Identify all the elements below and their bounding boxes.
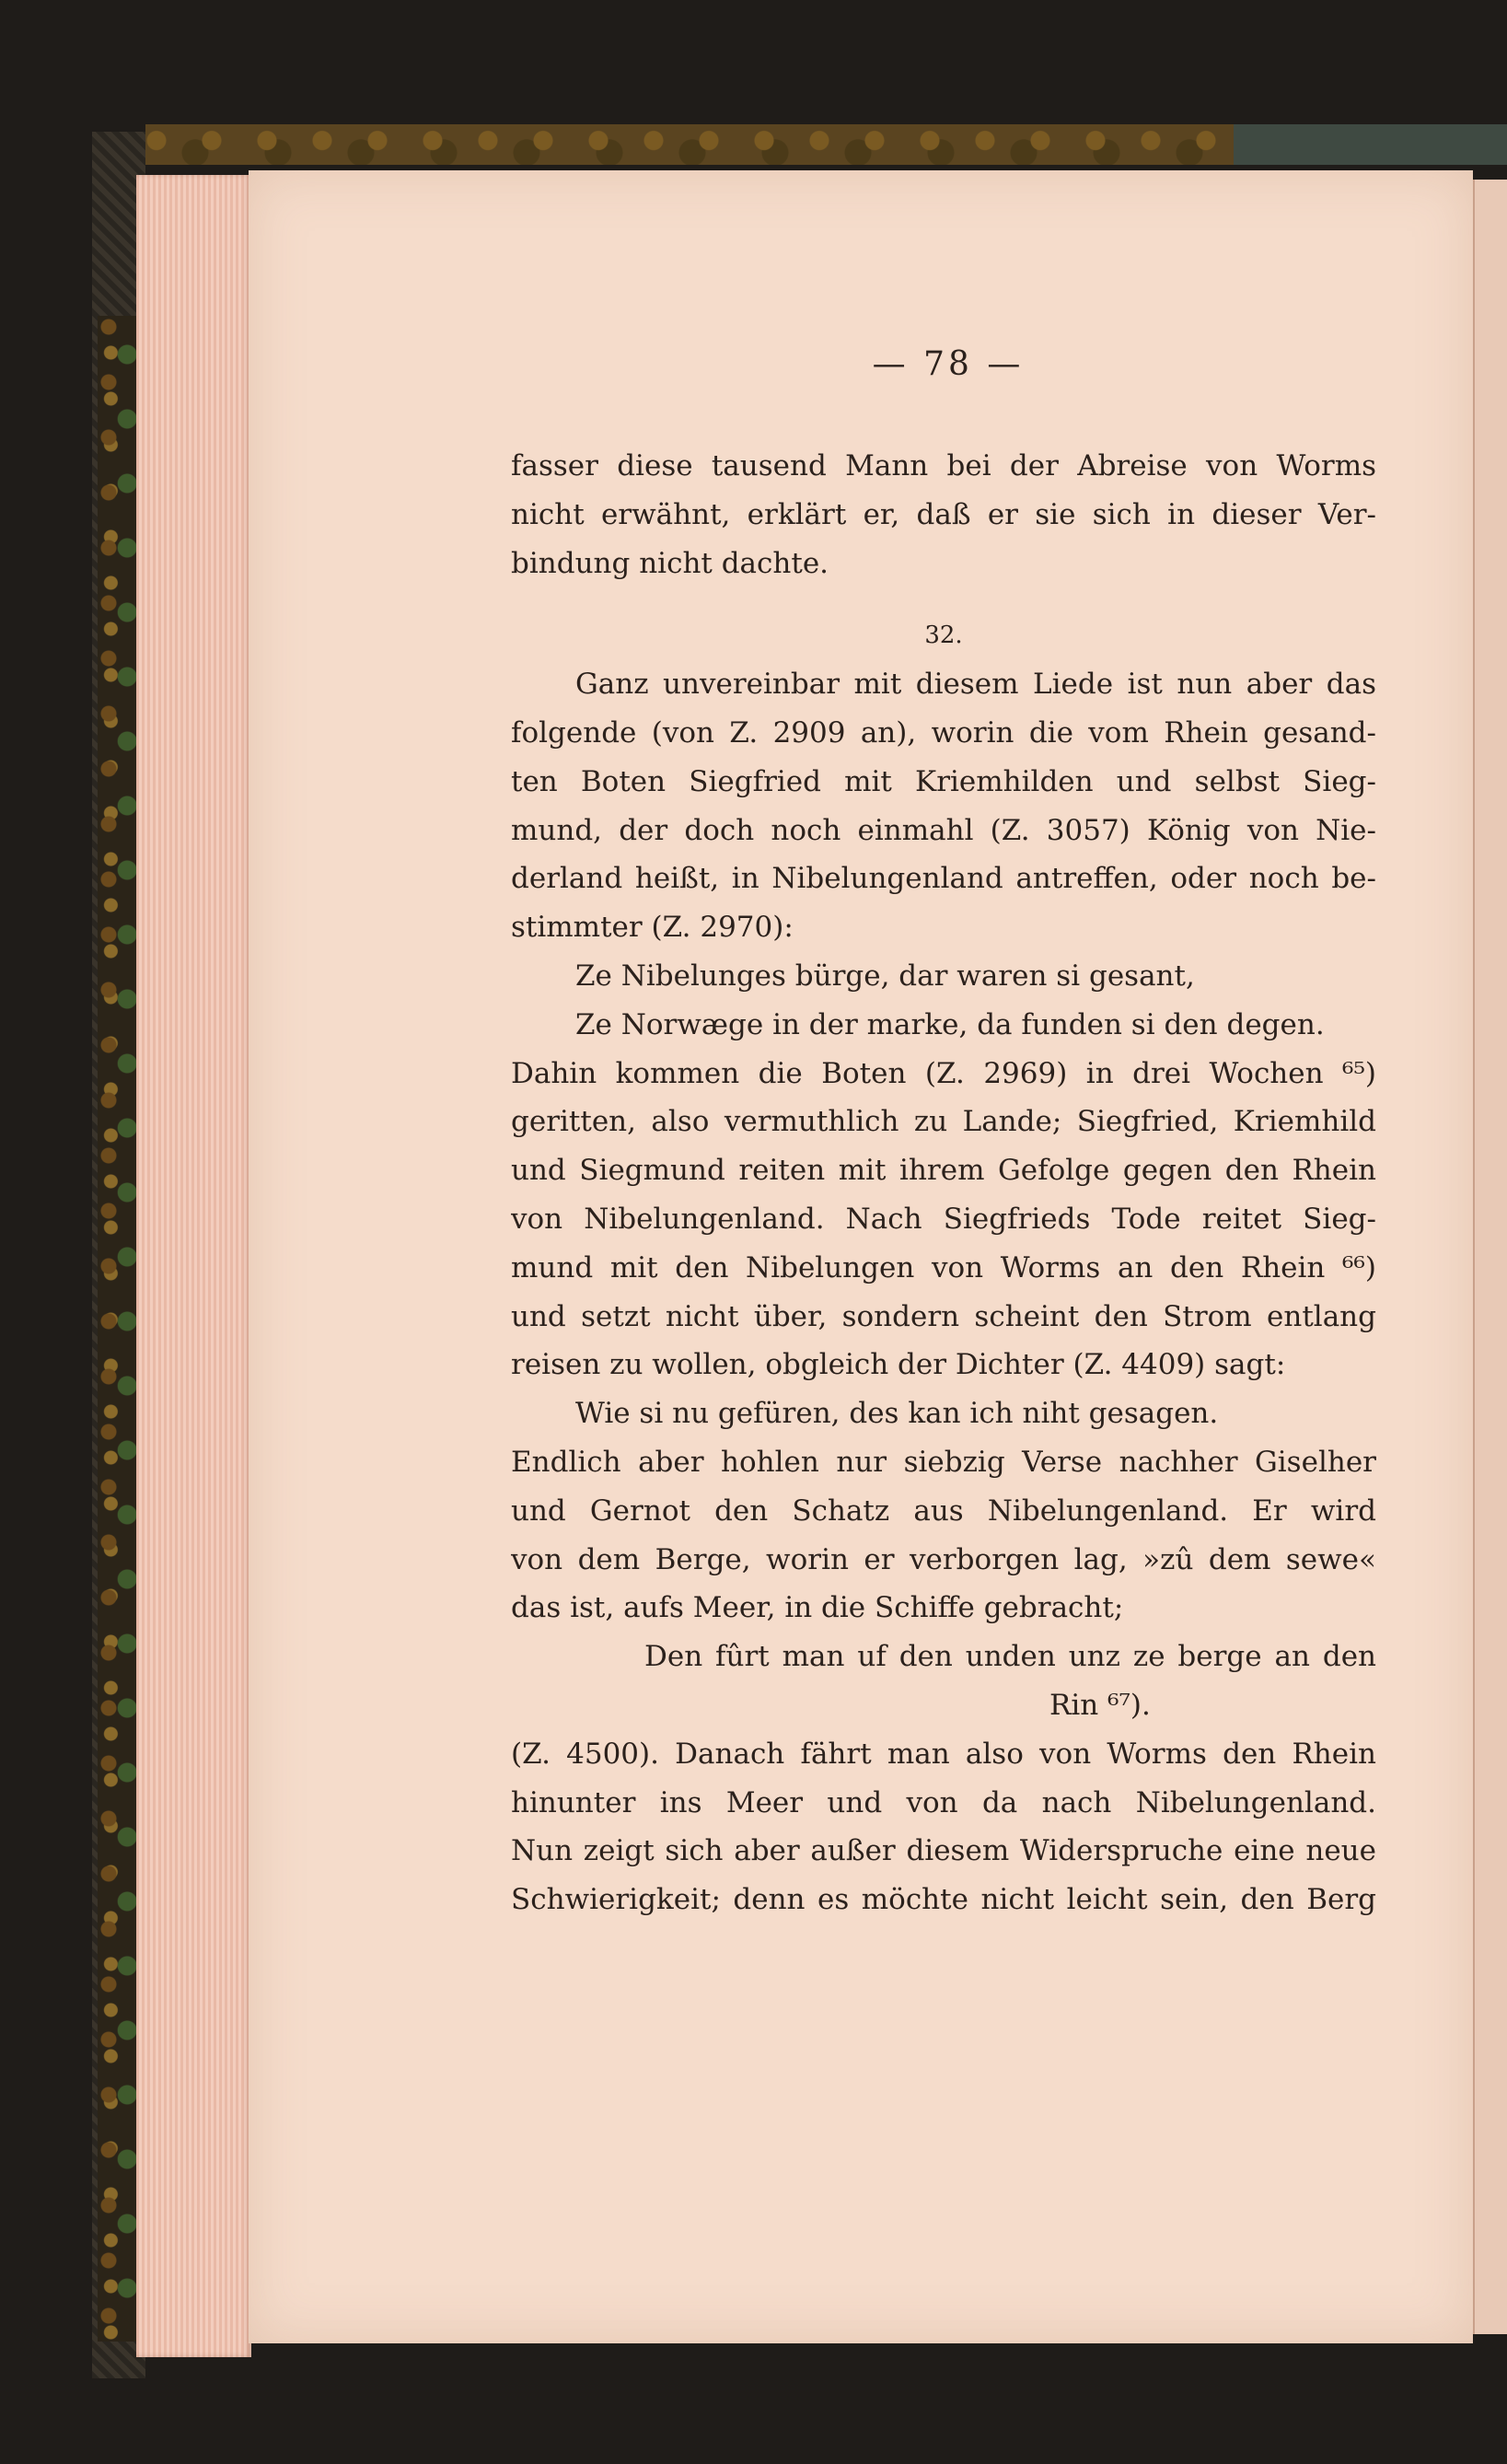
- text-line: derland heißt, in Nibelungenland antreffen, oder noch be-: [511, 862, 1376, 896]
- text-line: und Siegmund reiten mit ihrem Gefolge gegen den Rhein: [511, 1154, 1376, 1188]
- text-line: Ganz unvereinbar mit diesem Liede ist nun aber das: [575, 668, 1376, 702]
- text-line: (Z. 4500). Danach fährt man also von Worms den Rhein: [511, 1737, 1376, 1771]
- text-line: das ist, aufs Meer, in die Schiffe gebracht;: [511, 1591, 1124, 1625]
- text-line: Endlich aber hohlen nur siebzig Verse nachher Giselher: [511, 1445, 1376, 1479]
- text-line: und Gernot den Schatz aus Nibelungenland. Er wird: [511, 1494, 1376, 1528]
- text-line: reisen zu wollen, obgleich der Dichter (Z. 4409) sagt:: [511, 1348, 1286, 1382]
- text-line: hinunter ins Meer und von da nach Nibelungenland.: [511, 1785, 1376, 1819]
- text-line: folgende (von Z. 2909 an), worin die vom Rhein gesand-: [511, 715, 1376, 750]
- page-stack-edge: [136, 175, 251, 2357]
- text-line: und setzt nicht über, sondern scheint den Strom entlang: [511, 1299, 1376, 1333]
- verse-line: Den fûrt man uf den unden unz ze berge an den: [644, 1640, 1376, 1674]
- verse-line: Rin ⁶⁷).: [1049, 1688, 1151, 1722]
- verse-line: Ze Norwæge in der marke, da funden si den degen.: [575, 1007, 1325, 1041]
- text-line: nicht erwähnt, erklärt er, daß er sie sich in dieser Ver-: [511, 497, 1376, 531]
- page-number: — 78 —: [872, 345, 1025, 383]
- marbled-endpaper: [98, 316, 140, 2342]
- text-line: bindung nicht dachte.: [511, 546, 829, 580]
- text-line: Nun zeigt sich aber außer diesem Widerspruche eine neue: [511, 1834, 1376, 1868]
- marbled-top-edge: [145, 124, 1342, 165]
- text-line: von dem Berge, worin er verborgen lag, »zû dem sewe«: [511, 1542, 1376, 1576]
- text-line: Schwierigkeit; denn es möchte nicht leicht sein, den Berg: [511, 1883, 1376, 1917]
- page-text: [511, 350, 1376, 1924]
- text-line: mund mit den Nibelungen von Worms an den Rhein ⁶⁶): [511, 1250, 1376, 1284]
- verse-line: Ze Nibelunges bürge, dar waren si gesant,: [575, 959, 1195, 993]
- text-line: fasser diese tausend Mann bei der Abreise von Worms: [511, 449, 1376, 482]
- text-line: ten Boten Siegfried mit Kriemhilden und selbst Sieg-: [511, 764, 1376, 798]
- verse-line: Wie si nu gefüren, des kan ich niht gesagen.: [575, 1397, 1219, 1431]
- text-line: stimmter (Z. 2970):: [511, 911, 794, 945]
- section-number: 32.: [924, 622, 963, 650]
- facing-page-edge: [1473, 180, 1507, 2334]
- cover-top-right: [1234, 124, 1507, 165]
- text-line: geritten, also vermuthlich zu Lande; Siegfried, Kriemhild: [511, 1105, 1376, 1139]
- text-line: von Nibelungenland. Nach Siegfrieds Tode reitet Sieg-: [511, 1202, 1376, 1236]
- text-line: mund, der doch noch einmahl (Z. 3057) König von Nie-: [511, 813, 1376, 847]
- text-line: Dahin kommen die Boten (Z. 2969) in drei Wochen ⁶⁵): [511, 1056, 1376, 1090]
